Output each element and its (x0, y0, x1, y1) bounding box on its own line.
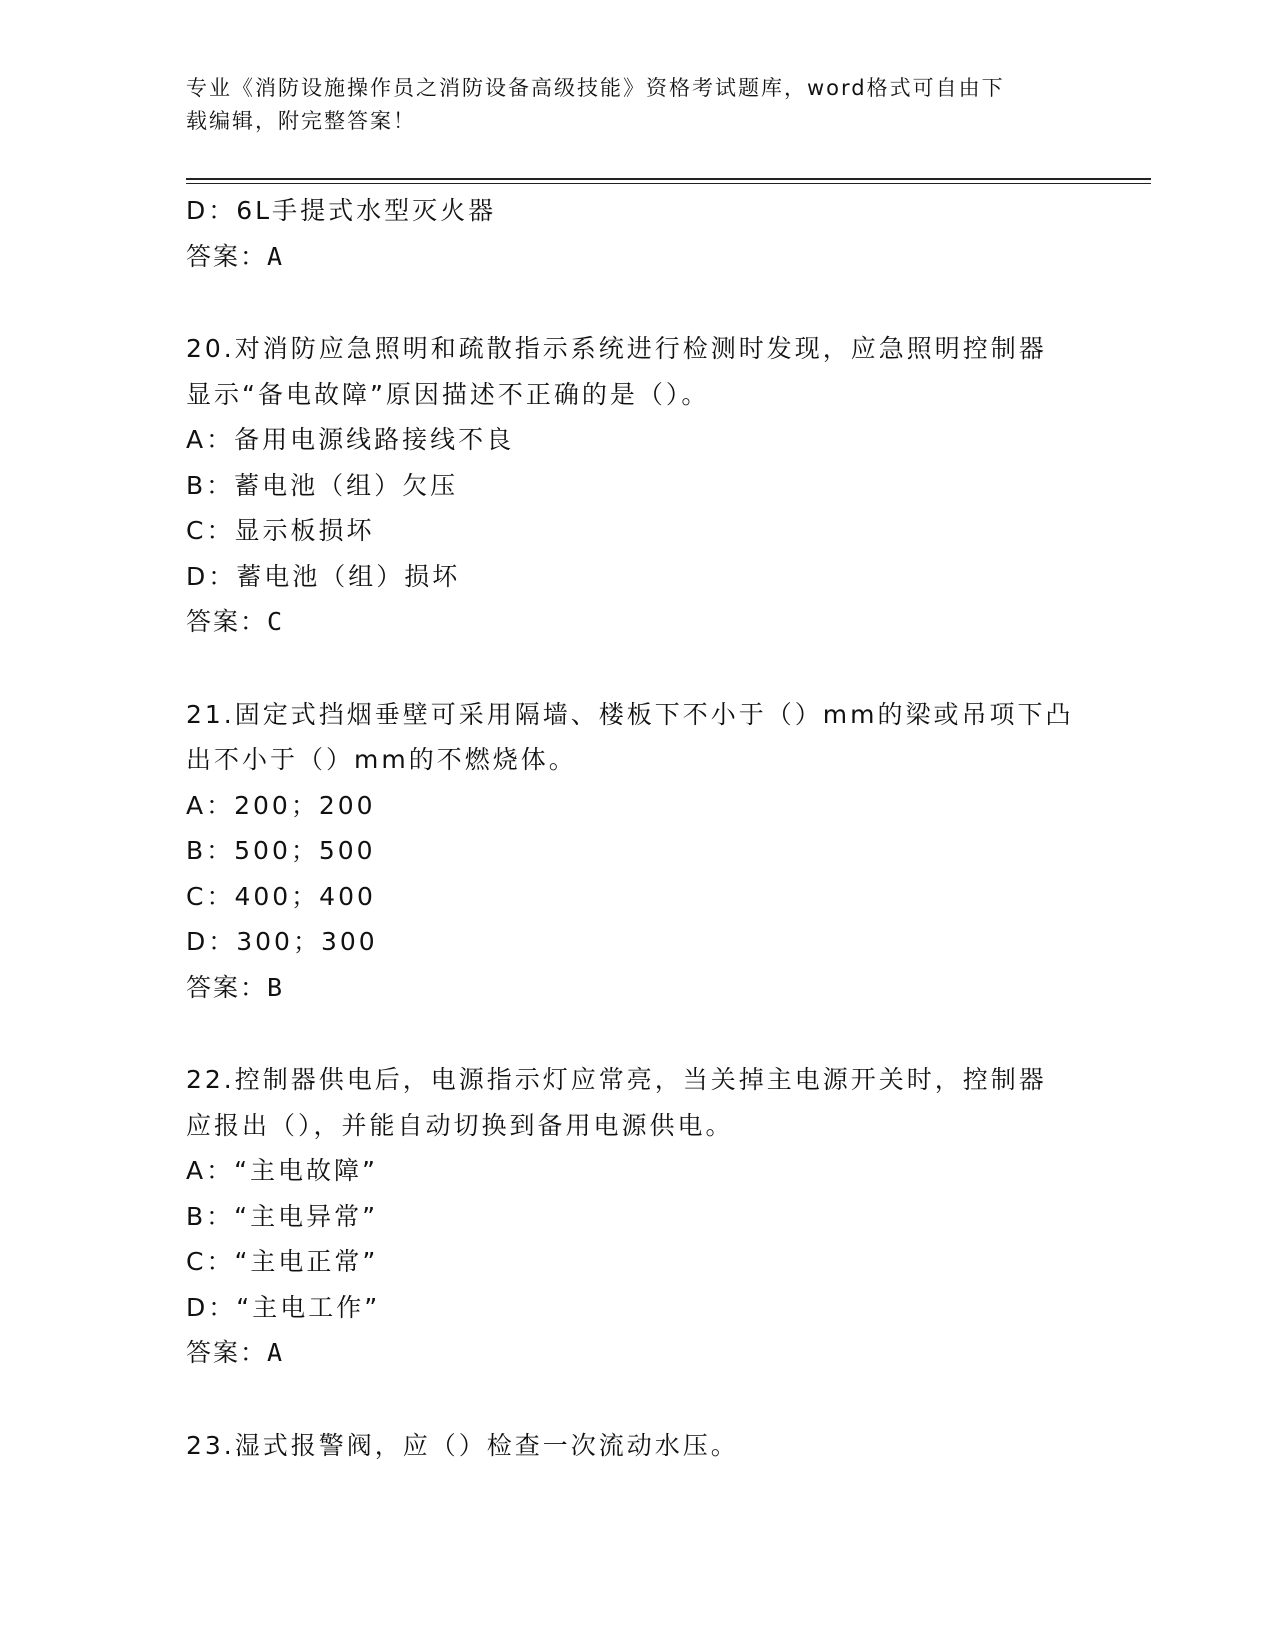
question-stem-line: 23.湿式报警阀，应（）检查一次流动水压。 (186, 1430, 739, 1460)
prev-question-option-d: D：6L手提式水型灭火器 (186, 196, 497, 225)
option-c: C：显示板损坏 (186, 516, 375, 545)
header-line-1: 专业《消防设施操作员之消防设备高级技能》资格考试题库，word格式可自由下 (186, 76, 1005, 100)
question-21 (186, 692, 1086, 1011)
question-stem-line: 应报出（），并能自动切换到备用电源供电。 (186, 1110, 734, 1140)
answer: 答案：A (186, 1338, 285, 1367)
header-divider-thick (186, 178, 1151, 180)
answer: 答案：B (186, 972, 285, 1002)
question-stem-line: 20.对消防应急照明和疏散指示系统进行检测时发现，应急照明控制器 (186, 334, 1047, 363)
option-a: A：200；200 (186, 790, 376, 820)
option-d: D：“主电工作” (186, 1292, 381, 1322)
header-divider-thin (186, 183, 1151, 184)
option-b: B：蓄电池（组）欠压 (186, 470, 459, 500)
answer: 答案：C (186, 607, 285, 636)
header-line-2: 载编辑，附完整答案！ (186, 109, 416, 133)
option-a: A：“主电故障” (186, 1156, 379, 1185)
option-a: A：备用电源线路接线不良 (186, 425, 515, 454)
option-d: D：300；300 (186, 927, 378, 956)
question-stem-line: 显示“备电故障”原因描述不正确的是（）。 (186, 379, 710, 409)
question-22 (186, 1057, 1086, 1376)
document-header (186, 72, 1066, 138)
question-stem-line: 21.固定式挡烟垂壁可采用隔墙、楼板下不小于（）mm的梁或吊项下凸 (186, 699, 1074, 729)
option-c: C：400；400 (186, 881, 376, 911)
question-stem-line: 出不小于（）mm的不燃烧体。 (186, 745, 577, 774)
prev-question-answer: 答案：A (186, 241, 285, 271)
option-b: B：500；500 (186, 836, 376, 865)
option-c: C：“主电正常” (186, 1247, 379, 1276)
question-content (186, 188, 1086, 1468)
option-d: D：蓄电池（组）损坏 (186, 561, 461, 591)
question-20 (186, 326, 1086, 645)
question-23 (186, 1423, 1086, 1469)
option-b: B：“主电异常” (186, 1201, 379, 1231)
question-stem-line: 22.控制器供电后，电源指示灯应常亮，当关掉主电源开关时，控制器 (186, 1065, 1047, 1094)
